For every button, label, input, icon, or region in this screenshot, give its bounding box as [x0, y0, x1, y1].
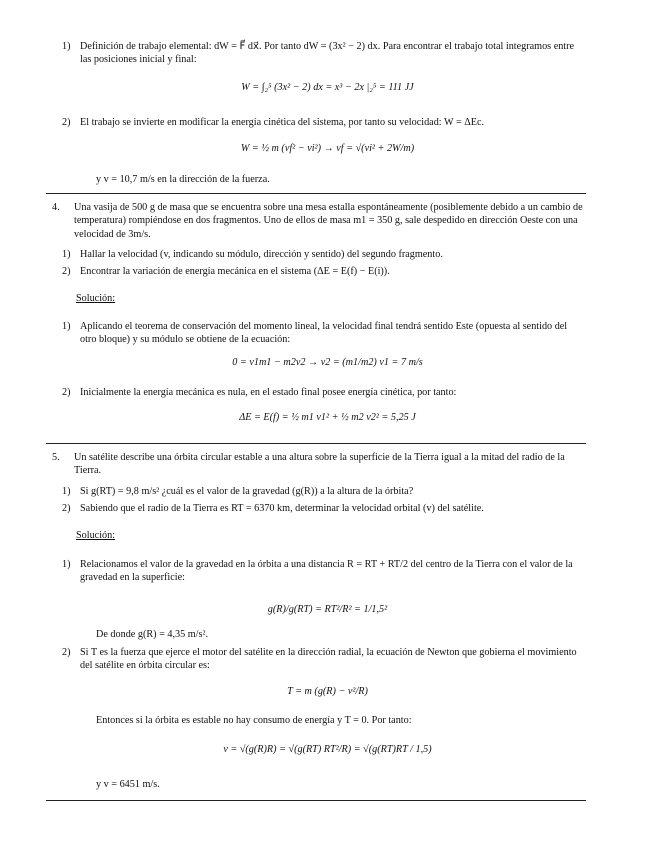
top-equation-kinetic: W = ½ m (vf² − vi²) → vf = √(vi² + 2W/m): [240, 143, 415, 154]
section-divider-2: [46, 443, 586, 444]
problem-4-solution-label: Solución:: [76, 293, 116, 304]
problem-4-question-1: [62, 248, 585, 261]
section-divider-3: [46, 800, 586, 801]
problem-4-question-1-number: 1): [62, 249, 71, 260]
problem-5-solution-2-text: Si T es la fuerza que ejerce el motor del satélite en la dirección radial, la ecuación de Newton que gobierna el movimiento del satélite en órbita circular es:: [80, 647, 577, 672]
problem-4-equation-energy: ΔE = E(f) = ½ m1 v1² + ½ m2 v2² = 5,25 J: [239, 412, 416, 423]
problem-5-question-2-text: Sabiendo que el radio de la Tierra es RT = 6370 km, determinar la velocidad orbital (v) del satélite.: [80, 503, 484, 514]
problem-5-solution-2-middle: Entonces si la órbita es estable no hay consumo de energía y T = 0. Por tanto:: [96, 715, 412, 726]
section-divider-1: [46, 193, 586, 194]
problem-5-question-1-number: 1): [62, 486, 71, 497]
problem-5-final-text: y v = 6451 m/s.: [96, 779, 160, 790]
problem-4-question-1-text: Hallar la velocidad (v, indicando su módulo, dirección y sentido) del segundo fragmento.: [80, 249, 443, 260]
problem-5-solution-1: [62, 558, 585, 585]
problem-5-equation-velocity: v = √(g(R)R) = √(g(RT) RT²/R) = √(g(RT)RT / 1,5): [223, 744, 432, 755]
problem-5-solution-1-result: De donde g(R) = 4,35 m/s².: [96, 629, 209, 640]
problem-5-question-1: [62, 485, 585, 498]
top-item-1-text: Definición de trabajo elemental: dW = F⃗ dx⃗. Por tanto dW = (3x² − 2) dx. Para encontrar el trabajo total integramos entre las posiciones inicial y final:: [80, 41, 575, 66]
problem-4-solution-2: [62, 386, 585, 399]
problem-5-equation-newton: T = m (g(R) − v²/R): [287, 686, 368, 697]
problem-4-solution-1-number: 1): [62, 321, 71, 332]
problem-4-number: 4.: [52, 202, 60, 213]
problem-4-solution-2-text: Inicialmente la energía mecánica es nula, en el estado final posee energía cinética, por tanto:: [80, 387, 457, 398]
top-equation-work-integral: W = ∫₂⁵ (3x² − 2) dx = x³ − 2x |₂⁵ = 111 JJ: [241, 82, 414, 93]
problem-5-solution-1-text: Relacionamos el valor de la gravedad en la órbita a una distancia R = RT + RT/2 del centro de la Tierra con el valor de la gravedad en la superficie:: [80, 559, 573, 584]
problem-4-question-2-number: 2): [62, 266, 71, 277]
problem-4-solution-1-text: Aplicando el teorema de conservación del momento lineal, la velocidad final tendrá sentido Este (opuesta al sentido del otro bloque) y su módulo se obtiene de la ecuación:: [80, 321, 568, 346]
top-final-text: y v = 10,7 m/s en la dirección de la fuerza.: [96, 174, 270, 185]
problem-5-question-2: [62, 502, 585, 515]
problem-5-number: 5.: [52, 452, 60, 463]
problem-5-solution-2: [62, 646, 585, 673]
problem-5-solution-1-number: 1): [62, 559, 71, 570]
problem-4-solution-1: [62, 320, 585, 347]
problem-5-solution-label: Solución:: [76, 530, 116, 541]
problem-4-equation-momentum: 0 = v1m1 − m2v2 → v2 = (m1/m2) v1 = 7 m/s: [232, 357, 423, 368]
top-item-2-number: 2): [62, 117, 71, 128]
problem-4-statement: [52, 201, 586, 241]
top-item-1: [62, 40, 585, 67]
problem-5-equation-gravity-ratio: g(R)/g(RT) = RT²/R² = 1/1,5²: [267, 604, 388, 615]
problem-5-text: Un satélite describe una órbita circular estable a una altura sobre la superficie de la Tierra igual a la mitad del radio de la Tierra.: [74, 452, 565, 477]
top-item-2: [62, 116, 585, 129]
top-item-1-number: 1): [62, 41, 71, 52]
top-item-2-text: El trabajo se invierte en modificar la energía cinética del sistema, por tanto su velocidad: W = ΔEc.: [80, 117, 485, 128]
problem-4-question-2: [62, 265, 585, 278]
problem-4-text: Una vasija de 500 g de masa que se encuentra sobre una mesa estalla espontáneamente (posiblemente debido a un cambio de temperatura) rompiéndose en dos fragmentos. Uno de ellos de masa m1 = 350 g, sale despedido en dirección Oeste con una velocidad de 3m/s.: [74, 202, 583, 240]
problem-4-solution-2-number: 2): [62, 387, 71, 398]
problem-5-question-2-number: 2): [62, 503, 71, 514]
problem-5-statement: [52, 451, 586, 478]
problem-5-question-1-text: Si g(RT) = 9,8 m/s² ¿cuál es el valor de la gravedad (g(R)) a la altura de la órbita?: [80, 486, 414, 497]
problem-4-question-2-text: Encontrar la variación de energía mecánica en el sistema (ΔE = E(f) − E(i)).: [80, 266, 390, 277]
problem-5-solution-2-number: 2): [62, 647, 71, 658]
